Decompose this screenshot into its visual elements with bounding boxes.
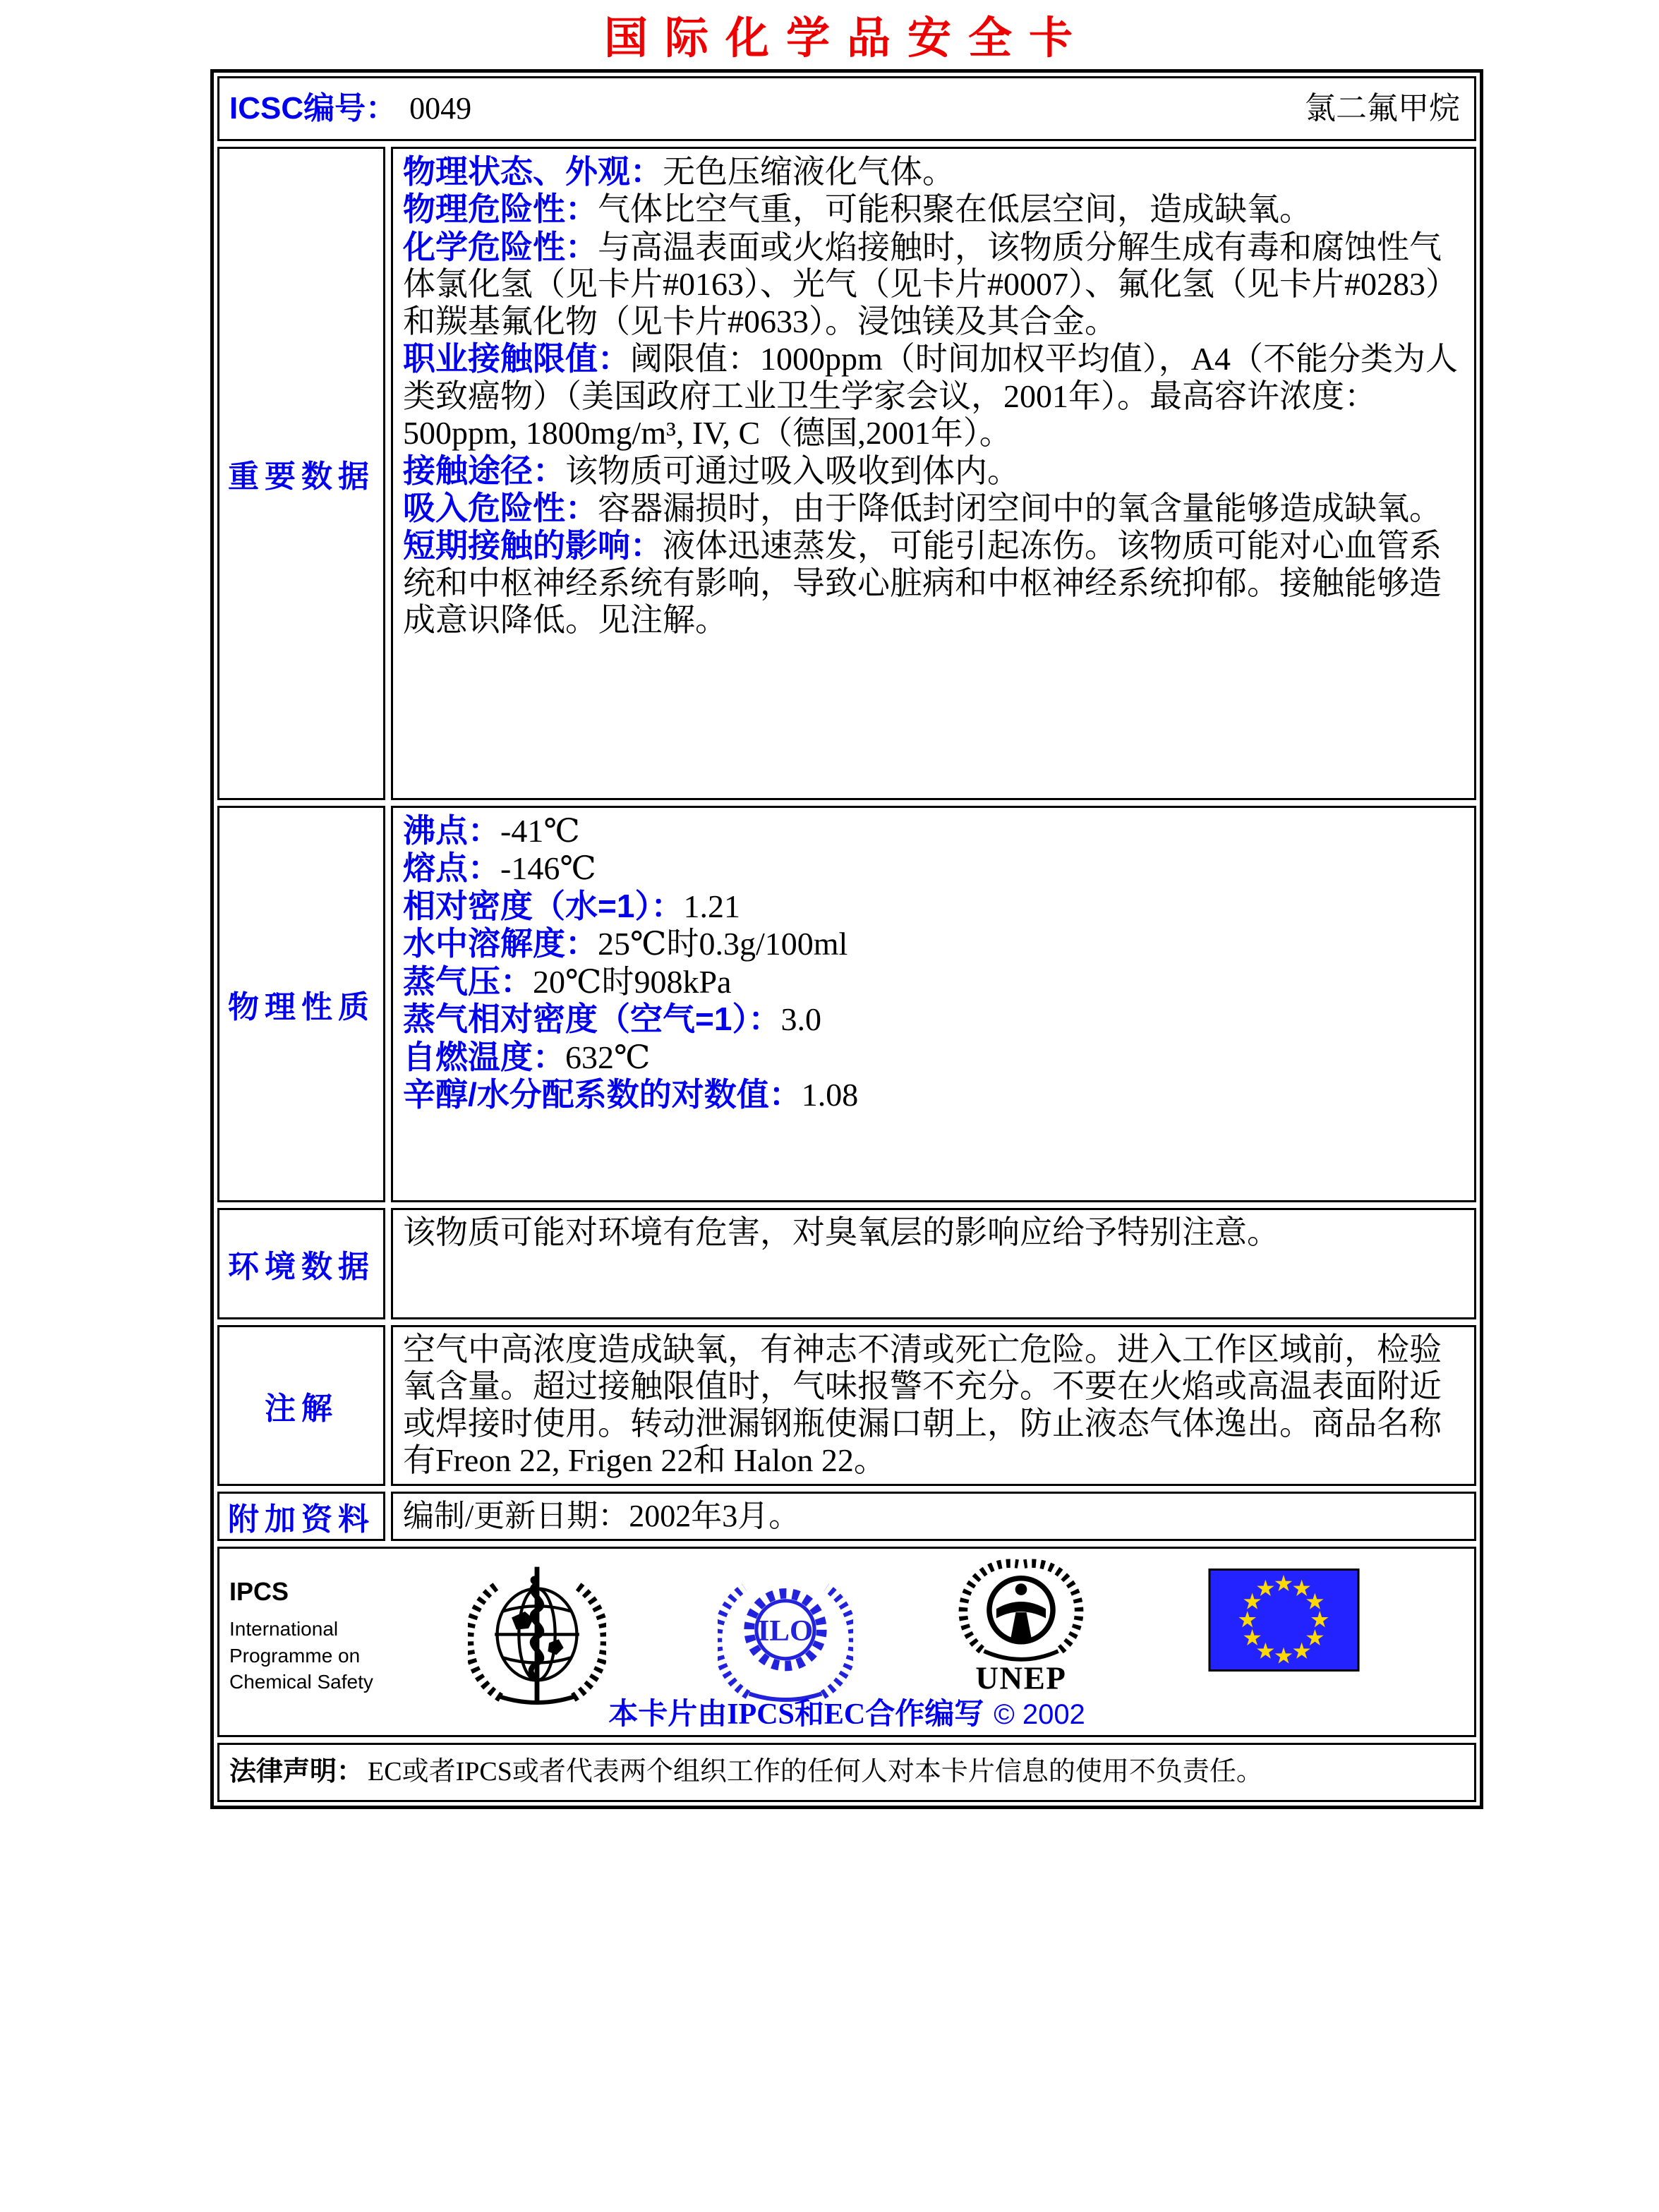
property-label: 蒸气压：: [403, 962, 533, 1000]
ipcs-line: International: [229, 1617, 339, 1640]
property-value: 632℃: [565, 1039, 651, 1075]
field-text: 容器漏损时，由于降低封闭空间中的氧含量能够造成缺氧。: [598, 490, 1442, 526]
footer-cell: [217, 1547, 1476, 1737]
important-data-row: [217, 147, 1476, 800]
property-value: 1.21: [683, 888, 740, 924]
property-item: [403, 850, 1464, 887]
caption-text: 本卡片由IPCS和EC合作编写: [608, 1698, 984, 1731]
who-logo-icon: [468, 1557, 606, 1711]
important-item: [403, 191, 1464, 228]
important-item: [403, 229, 1464, 340]
field-label: 吸入危险性：: [403, 489, 598, 526]
notes-row: [217, 1325, 1476, 1486]
property-label: 沸点：: [403, 812, 500, 849]
property-item: [403, 888, 1464, 925]
property-item: [403, 1039, 1464, 1076]
legal-row: [217, 1743, 1476, 1802]
property-label: 相对密度（水=1）：: [403, 887, 684, 924]
property-value: 25℃时0.3g/100ml: [598, 926, 848, 962]
additional-info-content: 编制/更新日期：2002年3月。: [391, 1492, 1476, 1541]
ipcs-title: IPCS: [229, 1576, 289, 1606]
important-item: [403, 452, 1464, 490]
row-label-notes: 注解: [217, 1325, 385, 1486]
unep-logo-icon: [958, 1556, 1085, 1694]
footer-row: [217, 1547, 1476, 1737]
field-label: 职业接触限值：: [403, 340, 630, 377]
important-item: [403, 490, 1464, 527]
row-label-physical-properties: 物理性质: [217, 806, 385, 1202]
field-text: 阈限值：1000ppm（时间加权平均值），A4（不能分类为人类致癌物）（美国政府工业卫生学家会议，2001年）。最高容许浓度：500ppm, 1800mg/m³, IV, C（德国,2001年）。: [403, 341, 1458, 452]
property-label: 自燃温度：: [403, 1038, 565, 1075]
property-label: 辛醇/水分配系数的对数值：: [403, 1076, 802, 1113]
property-label: 熔点：: [403, 850, 500, 887]
property-label: 水中溶解度：: [403, 925, 598, 962]
environmental-data-content: 该物质可能对环境有危害，对臭氧层的影响应给予特别注意。: [391, 1208, 1476, 1319]
row-label-additional-info: 附加资料: [217, 1492, 385, 1541]
field-text: 与高温表面或火焰接触时，该物质分解生成有毒和腐蚀性气体氯化氢（见卡片#0163）、光气（见卡片#0007）、氟化氢（见卡片#0283）和羰基氟化物（见卡片#0633）。浸蚀镁及其合金。: [403, 229, 1458, 339]
legal-text: EC或者IPCS或者代表两个组织工作的任何人对本卡片信息的使用不负责任。: [368, 1757, 1263, 1787]
unep-letters: UNEP: [975, 1660, 1067, 1694]
property-item: [403, 963, 1464, 1001]
property-item: [403, 1001, 1464, 1038]
ilo-logo-icon: [718, 1557, 853, 1708]
notes-content: 空气中高浓度造成缺氧，有神志不清或死亡危险。进入工作区域前，检验氧含量。超过接触限值时，气味报警不充分。不要在火焰或高温表面附近或焊接时使用。转动泄漏钢瓶使漏口朝上，防止液态气体逸出。商品名称有Freon 22, Frigen 22和 Halon 22。: [391, 1325, 1476, 1486]
additional-info-row: [217, 1492, 1476, 1541]
property-item: [403, 925, 1464, 962]
environmental-data-row: [217, 1208, 1476, 1319]
property-item: [403, 812, 1464, 850]
field-text: 该物质可通过吸入吸收到体内。: [565, 452, 1020, 489]
property-value: 3.0: [780, 1001, 821, 1038]
field-label: 物理危险性：: [403, 191, 598, 228]
important-item: [403, 340, 1464, 452]
header-row: [217, 76, 1476, 141]
field-text: 气体比空气重，可能积聚在低层空间，造成缺氧。: [598, 191, 1312, 228]
field-label: 短期接触的影响：: [403, 527, 663, 564]
field-text: 无色压缩液化气体。: [663, 154, 955, 190]
field-label: 物理状态、外观：: [403, 153, 663, 190]
row-label-important-data: 重要数据: [217, 147, 385, 800]
important-item: [403, 527, 1464, 639]
field-text: 液体迅速蒸发，可能引起冻伤。该物质可能对心血管系统和中枢神经系统有影响，导致心脏病和中枢神经系统抑郁。接触能够造成意识降低。见注解。: [403, 528, 1442, 639]
property-label: 蒸气相对密度（空气=1）：: [403, 1001, 781, 1038]
ipcs-line: Chemical Safety: [229, 1671, 373, 1693]
important-data-content: [391, 147, 1476, 800]
field-label: 化学危险性：: [403, 228, 598, 265]
ipcs-line: Programme on: [229, 1644, 361, 1667]
physical-properties-row: [217, 806, 1476, 1202]
physical-properties-content: [391, 806, 1476, 1202]
important-item: [403, 153, 1464, 191]
ilo-letters: ILO: [757, 1614, 814, 1648]
property-value: 20℃时908kPa: [533, 963, 732, 1000]
page-title: 国际化学品安全卡: [603, 15, 1090, 63]
property-value: 1.08: [801, 1077, 859, 1113]
chemical-name: 氯二氟甲烷: [1305, 90, 1460, 126]
ipcs-text-block: [229, 1577, 373, 1696]
icsc-table: [210, 69, 1483, 1809]
property-value: -146℃: [500, 850, 596, 887]
row-label-environmental-data: 环境数据: [217, 1208, 385, 1319]
property-item: [403, 1076, 1464, 1113]
legal-label: 法律声明：: [229, 1757, 364, 1787]
property-value: -41℃: [500, 813, 580, 849]
footer-caption: [219, 1698, 1474, 1732]
copyright-text: © 2002: [994, 1698, 1085, 1730]
icsc-number-label: ICSC编号：: [229, 90, 397, 126]
icsc-number-value: 0049: [409, 90, 472, 126]
field-label: 接触途径：: [403, 452, 565, 489]
header-cell: [217, 76, 1476, 141]
eu-flag-icon: [1207, 1569, 1361, 1672]
legal-cell: [217, 1743, 1476, 1802]
